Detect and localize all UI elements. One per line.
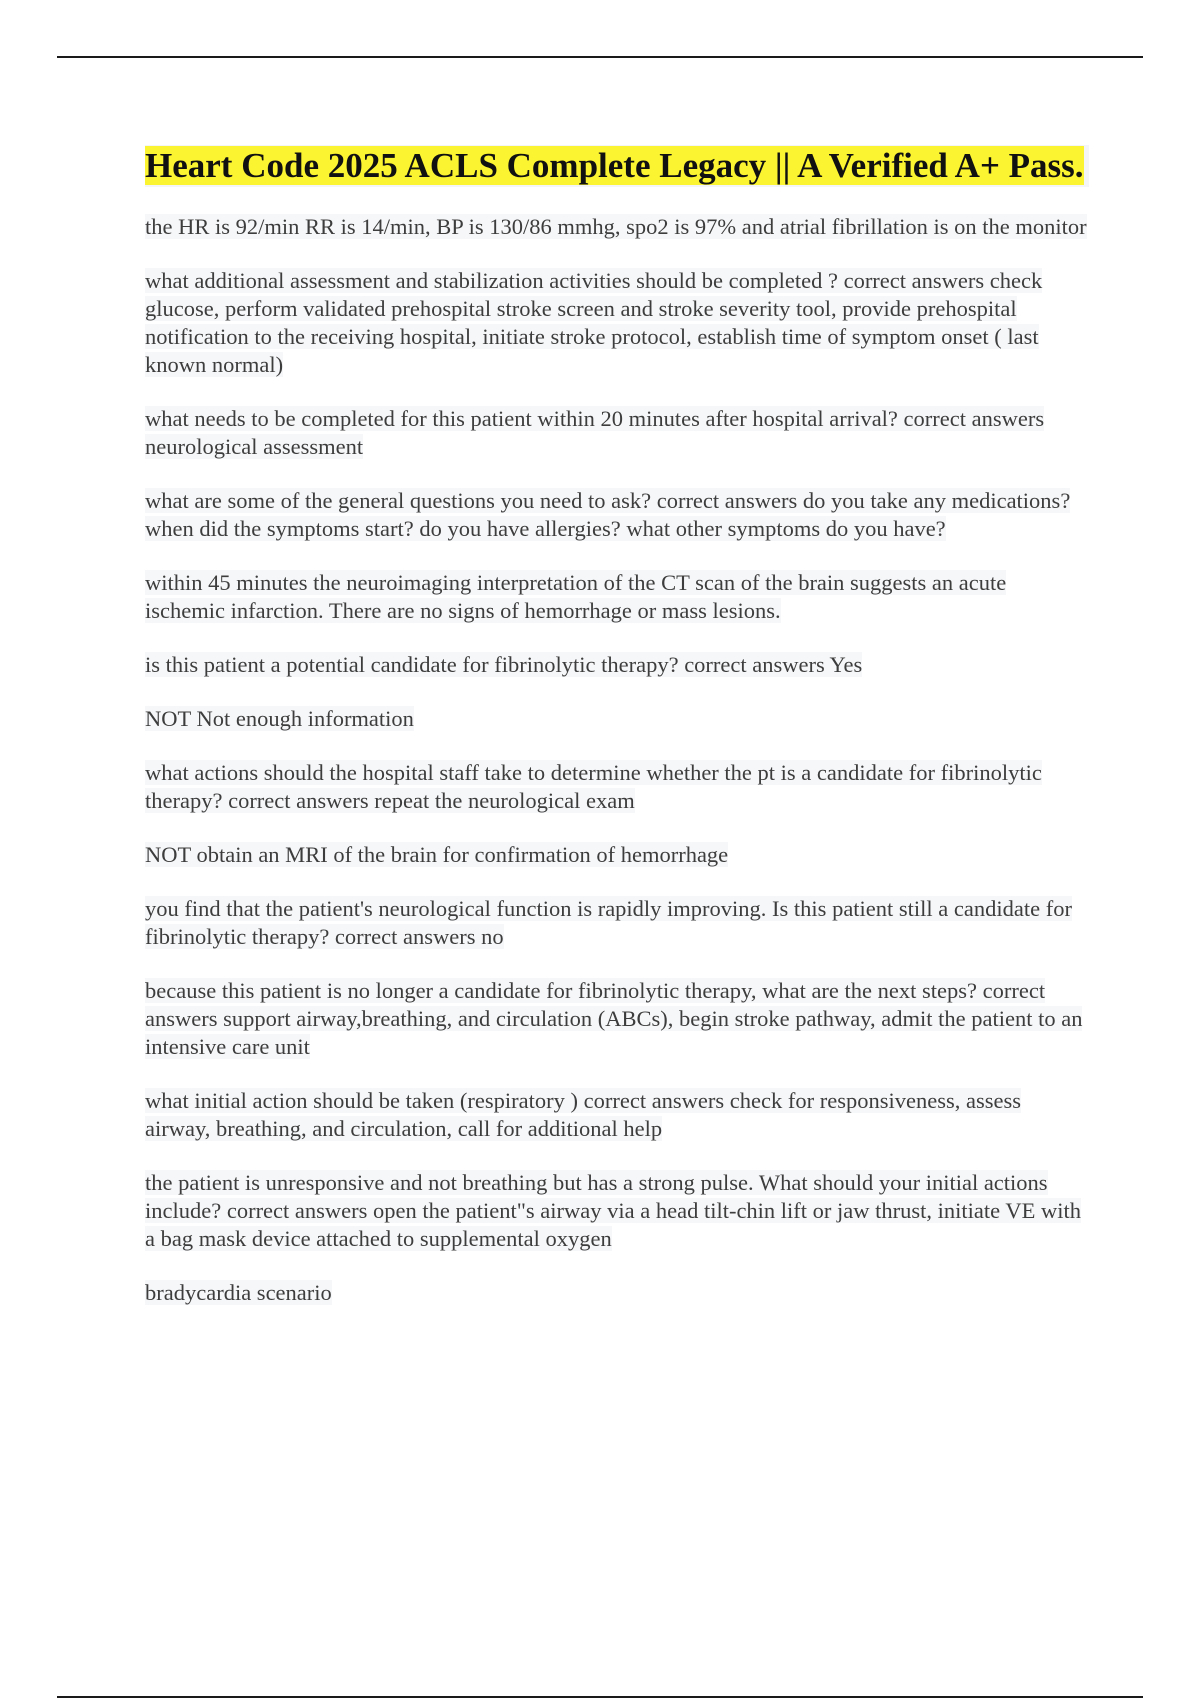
document-title (145, 145, 1089, 187)
paragraph-neuroimaging: within 45 minutes the neuroimaging interpretation of the CT scan of the brain suggests an acute ischemic infarction. There are no signs of hemorrhage or mass lesions. (145, 570, 1007, 623)
top-rule (57, 56, 1143, 58)
paragraph-vitals: the HR is 92/min RR is 14/min, BP is 130/86 mmhg, spo2 is 97% and atrial fibrillation is on the monitor (145, 214, 1087, 239)
paragraph-additional-assessment: what additional assessment and stabilization activities should be completed ? correct answers check glucose, perform validated prehospital stroke screen and stroke severity tool, provide prehospital notification to the receiving hospital, initiate stroke protocol, establish time of symptom onset ( last known normal) (145, 268, 1043, 377)
document-title-highlight: Heart Code 2025 ACLS Complete Legacy || A Verified A+ Pass. (145, 146, 1084, 185)
paragraph-20-minutes: what needs to be completed for this patient within 20 minutes after hospital arrival? correct answers neurological assessment (145, 406, 1045, 459)
paragraph-not-enough-info: NOT Not enough information (145, 706, 414, 731)
title-block (145, 145, 1089, 187)
paragraph-bradycardia-scenario: bradycardia scenario (145, 1280, 332, 1305)
paragraph-unresponsive-patient: the patient is unresponsive and not breathing but has a strong pulse. What should your initial actions include? correct answers open the patient"s airway via a head tilt-chin lift or jaw thrust, initiate VE with a bag mask device attached to supplemental oxygen (145, 1170, 1081, 1251)
paragraph-general-questions: what are some of the general questions you need to ask? correct answers do you take any medications? when did the symptoms start? do you have allergies? what other symptoms do you have? (145, 488, 1071, 541)
paragraph-not-mri: NOT obtain an MRI of the brain for confirmation of hemorrhage (145, 842, 729, 867)
paragraph-next-steps: because this patient is no longer a candidate for fibrinolytic therapy, what are the next steps? correct answers support airway,breathing, and circulation (ABCs), begin stroke pathway, admit the patient to an intensive care unit (145, 978, 1083, 1059)
document-body (145, 145, 1090, 1333)
paragraph-hospital-actions: what actions should the hospital staff take to determine whether the pt is a candidate for fibrinolytic therapy? correct answers repeat the neurological exam (145, 760, 1042, 813)
bottom-rule (57, 1696, 1143, 1698)
paragraph-fibrinolytic-candidate: is this patient a potential candidate for fibrinolytic therapy? correct answers Yes (145, 652, 863, 677)
paragraph-neuro-improving: you find that the patient's neurological function is rapidly improving. Is this patient still a candidate for fibrinolytic therapy? correct answers no (145, 896, 1072, 949)
paragraph-initial-action-respiratory: what initial action should be taken (respiratory ) correct answers check for responsiveness, assess airway, breathing, and circulation, call for additional help (145, 1088, 1021, 1141)
